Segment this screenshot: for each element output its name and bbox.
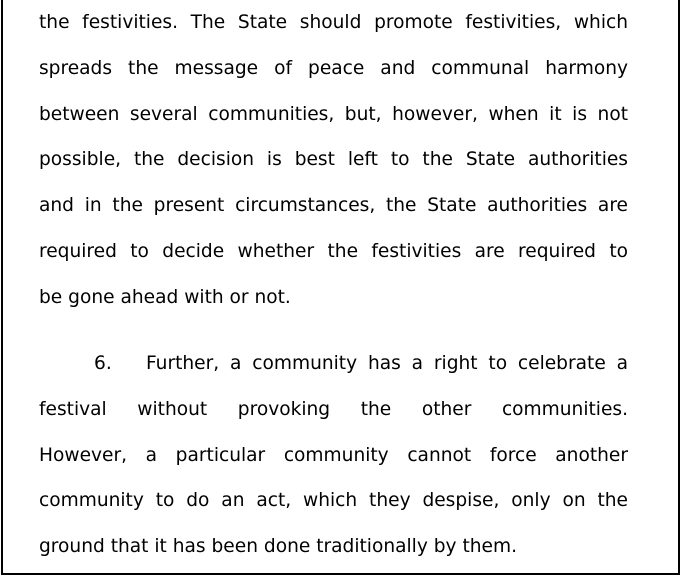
text-line: possible, the decision is best left to the State authorities [39, 149, 628, 171]
text-line: between several communities, but, however, when it is not [39, 103, 628, 125]
text-line: required to decide whether the festivities are required to [39, 240, 628, 262]
text-line: be gone ahead with or not. [39, 286, 291, 308]
text-line: spreads the message of peace and communal harmony [39, 57, 628, 79]
text-line-first [39, 341, 628, 387]
text-line: ground that it has been done traditionally by them. [39, 536, 518, 558]
text-line: the festivities. The State should promote festivities, which [39, 12, 628, 33]
text-line: community to do an act, which they despise, only on the [39, 490, 628, 512]
text-line: Further, a community has a right to celebrate a [146, 353, 628, 374]
text-line: festival without provoking the other communities. [39, 398, 628, 420]
text-line: However, a particular community cannot force another [39, 444, 628, 466]
text-line: and in the present circumstances, the State authorities are [39, 195, 628, 217]
paragraph-continued [39, 0, 628, 321]
paragraph-number: 6. [94, 353, 112, 374]
paragraph-6 [39, 341, 628, 570]
